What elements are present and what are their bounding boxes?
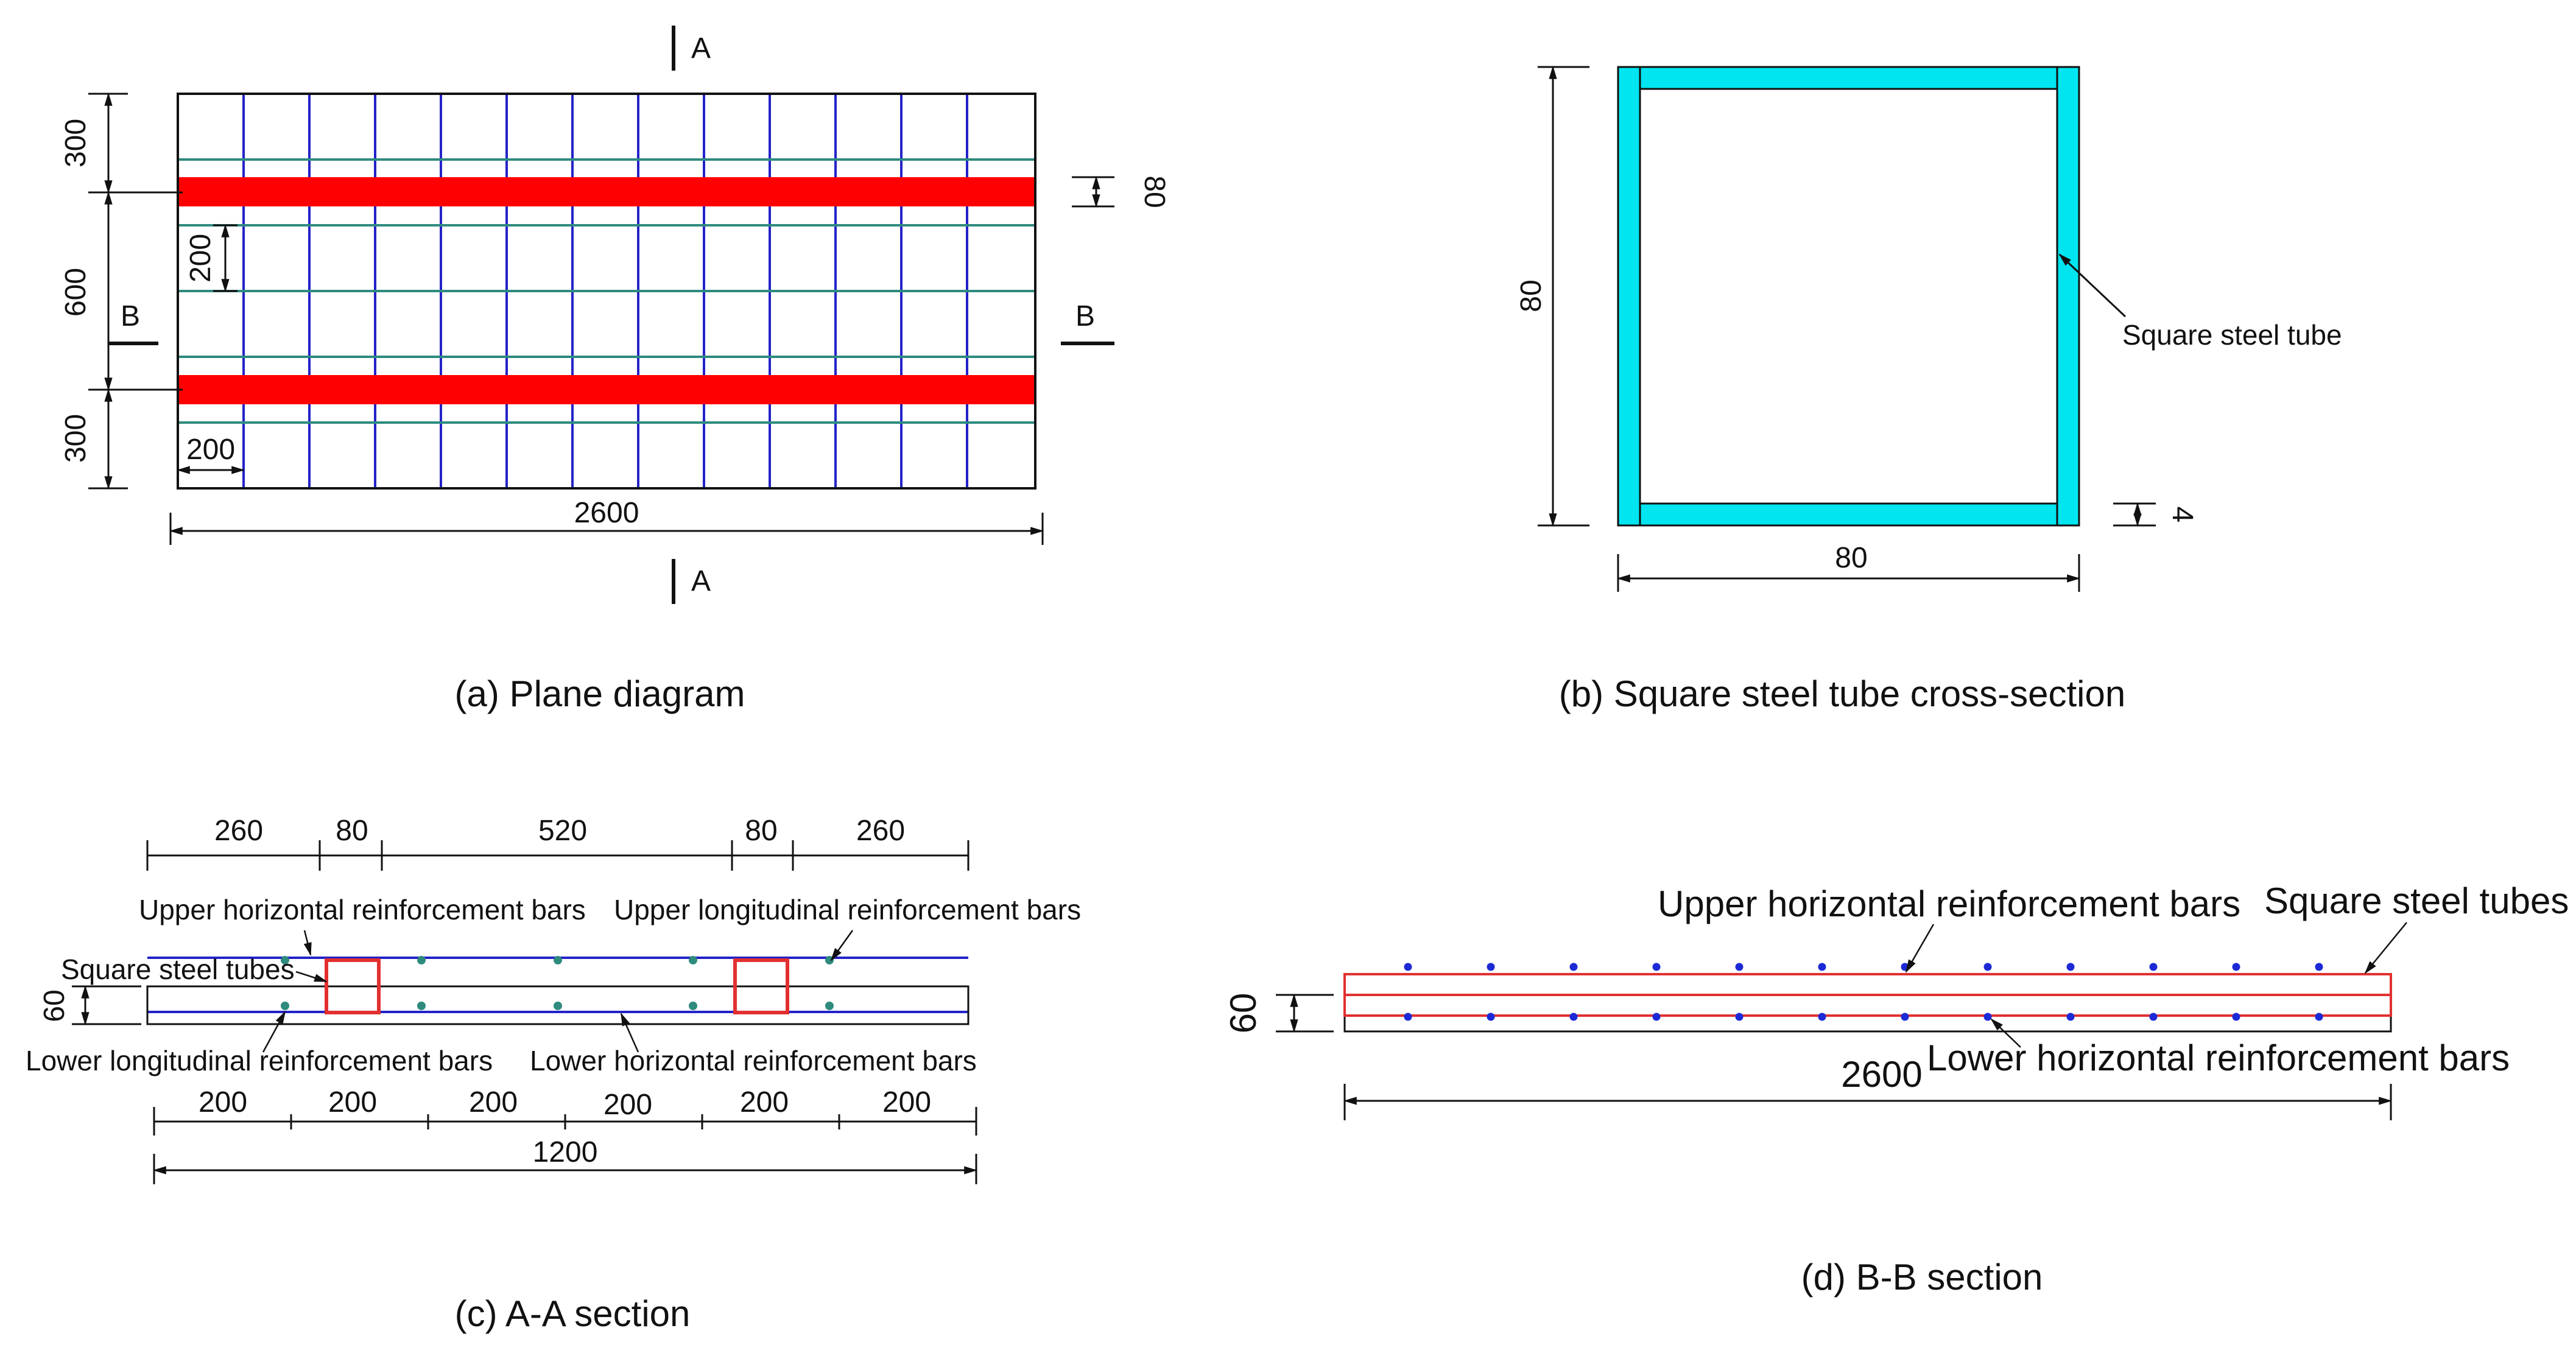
label-upper-horizontal-c: Upper horizontal reinforcement bars (139, 894, 586, 925)
upper-bar-dot (2150, 963, 2158, 971)
label-upper-longitudinal-c: Upper longitudinal reinforcement bars (614, 894, 1082, 925)
dim-2600-d: 2600 (1841, 1054, 1923, 1095)
label-lower-longitudinal-c: Lower longitudinal reinforcement bars (26, 1045, 493, 1076)
caption-d: (d) B-B section (1801, 1257, 2043, 1298)
section-label-a-top: A (691, 32, 711, 65)
upper-bar-dot (554, 956, 562, 964)
leaders-c (263, 930, 853, 1052)
upper-bar-dot (1487, 963, 1495, 971)
dim-60-c: 60 (38, 989, 71, 1022)
lower-bar-dot (825, 1002, 834, 1010)
left-dimension-chain (88, 94, 183, 488)
dim-80-line (1072, 177, 1114, 206)
lower-bar-dot (1570, 1013, 1578, 1021)
label-lower-horizontal-d: Lower horizontal reinforcement bars (1927, 1038, 2510, 1078)
lower-bar-dot (1653, 1013, 1661, 1021)
section-label-a-bottom: A (691, 565, 711, 597)
bottom-dim-2: 200 (468, 1086, 518, 1118)
tube-wall-right (2057, 67, 2079, 525)
lower-bar-dot (1901, 1013, 1909, 1021)
label-square-tubes-d: Square steel tubes (2264, 880, 2569, 921)
lower-bar-dot (1736, 1013, 1744, 1021)
top-dim-2: 520 (538, 815, 588, 847)
tube-wall-bottom (1618, 504, 2079, 525)
lower-bar-dot (2150, 1013, 2158, 1021)
upper-bar-dot (2067, 963, 2075, 971)
tube-wall-top (1618, 67, 2079, 89)
upper-bar-dot (825, 956, 834, 964)
top-dim-0: 260 (214, 815, 264, 847)
dim-300-top: 300 (60, 118, 92, 168)
caption-b: (b) Square steel tube cross-section (1558, 673, 2126, 714)
lower-bar-dot (689, 1002, 697, 1010)
tube-band-upper (1345, 974, 2391, 995)
lower-bar-dot (281, 1002, 289, 1010)
lower-bar-dot (2315, 1013, 2323, 1021)
dim-300-bottom: 300 (60, 413, 92, 463)
top-dim-3: 80 (745, 815, 778, 847)
horizontal-bar-dots (1404, 963, 2323, 1021)
dim-60-line-c (72, 986, 141, 1024)
top-dim-1: 80 (336, 815, 368, 847)
panel-steel-tube-section (1515, 67, 2342, 714)
lower-bar-dot (554, 1002, 562, 1010)
upper-bar-dot (1736, 963, 1744, 971)
label-upper-horizontal-d: Upper horizontal reinforcement bars (1658, 883, 2241, 924)
dim-4: 4 (2166, 506, 2198, 523)
section-label-b-left: B (121, 300, 141, 332)
lower-bar-dot (2233, 1013, 2240, 1021)
bottom-dim-0: 200 (198, 1086, 248, 1118)
dim-200-vertical-line (213, 225, 238, 291)
label-lower-horizontal-c: Lower horizontal reinforcement bars (530, 1045, 977, 1076)
upper-bar-dot (1984, 963, 1992, 971)
caption-c: (c) A-A section (454, 1293, 691, 1334)
upper-bar-dot (1404, 963, 1412, 971)
bottom-dim-1: 200 (328, 1086, 378, 1118)
dim-80-horizontal: 80 (1835, 542, 1868, 574)
slab-section-b (1345, 974, 2391, 1031)
dim-200-vertical: 200 (185, 233, 217, 283)
lower-bar-dot (1818, 1013, 1826, 1021)
lower-bar-dot (1404, 1013, 1412, 1021)
top-dim-4: 260 (856, 815, 906, 847)
lower-bar-dot (2067, 1013, 2075, 1021)
lower-bar-dot (1487, 1013, 1495, 1021)
upper-bar-dot (1653, 963, 1661, 971)
upper-bar-dot (417, 956, 426, 964)
dim-1200: 1200 (532, 1136, 598, 1168)
tube-wall-left (1618, 67, 1640, 525)
upper-bar-dot (2233, 963, 2240, 971)
upper-bar-dot (689, 956, 697, 964)
steel-tube-strip-upper (178, 177, 1035, 206)
bottom-dim-3: 200 (603, 1089, 653, 1121)
label-square-tubes-c: Square steel tubes (61, 953, 295, 985)
label-square-steel-tube: Square steel tube (2122, 319, 2342, 351)
longitudinal-bar-dots (281, 956, 834, 1010)
upper-bar-dot (2315, 963, 2323, 971)
dim-200-horizontal: 200 (186, 434, 236, 466)
steel-tube-strip-lower (178, 375, 1035, 404)
lower-bar-dot (417, 1002, 426, 1010)
dim-80-side: 80 (1138, 175, 1170, 208)
caption-a: (a) Plane diagram (454, 673, 745, 714)
dim-4-line (2113, 504, 2156, 525)
dim-80-vertical: 80 (1515, 279, 1547, 312)
tube-inner-outline (1640, 89, 2057, 504)
upper-bar-dot (1818, 963, 1826, 971)
panel-b-b-section (1223, 880, 2569, 1298)
panel-a-a-section (26, 815, 1081, 1334)
panel-plane-diagram (60, 26, 1170, 714)
dim-2600: 2600 (574, 497, 639, 529)
lower-bar-dot (1984, 1013, 1992, 1021)
tube-band-lower (1345, 995, 2391, 1016)
dim-60-line-d (1276, 995, 1334, 1031)
section-label-b-right: B (1075, 300, 1096, 332)
bottom-dim-5: 200 (882, 1086, 932, 1118)
dim-60-d: 60 (1223, 992, 1264, 1034)
leaders-d (1906, 922, 2407, 1047)
bottom-dim-4: 200 (739, 1086, 789, 1118)
dim-600: 600 (60, 267, 92, 317)
upper-bar-dot (1570, 963, 1578, 971)
